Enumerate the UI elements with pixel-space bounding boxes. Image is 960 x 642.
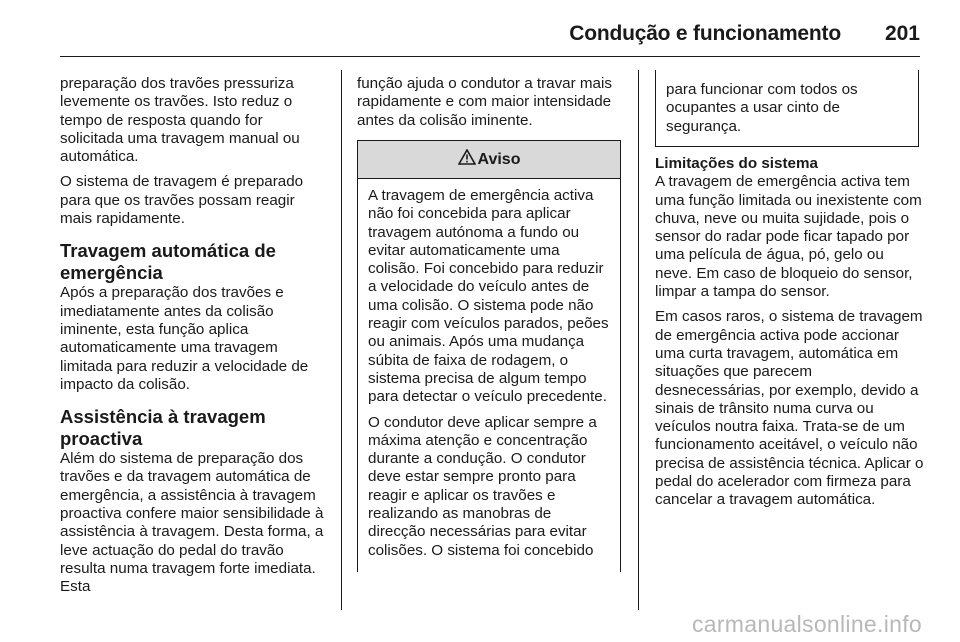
warning-continuation-box	[655, 70, 919, 147]
proactive-assist-text: Além do sistema de preparação dos travões e da travagem automática de emergência, a assistência à travagem proactiva confere maior sensibilidade à assistência à travagem. Desta forma, a leve actuação do pedal do travão resulta numa travagem forte imediata. Esta	[60, 450, 324, 596]
page-header	[60, 14, 920, 54]
header-rule	[60, 56, 920, 57]
limitations-paragraph-1: A travagem de emergência activa tem uma função limitada ou inexistente com chuva, neve ou muita sujidade, pois o sensor do radar pode ficar tapado por uma película de água, pó, gelo ou neve. Em caso de bloqueio do sensor, limpar a tampa do sensor.	[655, 173, 922, 301]
intro-paragraph-2: O sistema de travagem é preparado para que os travões possam reagir mais rapidamente.	[60, 173, 304, 228]
column-1	[60, 75, 330, 604]
warning-paragraph-2: O condutor deve aplicar sempre a máxima atenção e concentração durante a condução. O condutor deve estar sempre pronto para reagir e aplicar os travões e realizando as manobras de direcção necessárias para evitar colisões. O sistema foi concebido	[368, 413, 597, 559]
emergency-braking-text: Após a preparação dos travões e imediatamente antes da colisão iminente, esta função aplica automaticamente uma travagem limitada para reduzir a velocidade de impacto da colisão.	[60, 284, 309, 393]
warning-paragraph-1: A travagem de emergência activa não foi concebida para aplicar travagem autónoma a fundo ou evitar automaticamente uma colisão. Foi concebido para reduzir a velocidade do veículo antes de uma colisão. O sistema pode não reagir com veículos parados, peões ou animais. Após uma mudança súbita de faixa de rodagem, o sistema precisa de algum tempo para detectar o veículo precedente.	[368, 187, 609, 406]
page-number: 201	[884, 22, 920, 45]
column-2-intro	[357, 75, 626, 137]
warning-body	[358, 179, 620, 560]
heading-proactive-assist: Assistência à travagem proactiva	[60, 406, 266, 450]
column-3	[655, 155, 925, 517]
warning-box	[357, 140, 621, 572]
warning-continuation-text: para funcionar com todos os ocupantes a usar cinto de segurança.	[666, 81, 858, 135]
warning-triangle-icon	[458, 149, 476, 170]
page-title: Condução e funcionamento	[569, 22, 841, 45]
watermark: carmanualsonline.info	[691, 611, 922, 637]
intro-paragraph-1: preparação dos travões pressuriza levemente os travões. Isto reduz o tempo de resposta quando for solicitada uma travagem manual ou automática.	[60, 75, 300, 166]
warning-header	[358, 141, 620, 179]
heading-system-limitations: Limitações do sistema	[655, 155, 818, 172]
column-divider-1	[341, 70, 342, 610]
limitations-paragraph-2: Em casos raros, o sistema de travagem de emergência activa pode accionar uma curta travagem, automática em situações que parecem desnecessárias, por exemplo, devido a sinais de trânsito numa curva ou veículos noutra faixa. Trata-se de um funcionamento aceitável, o veículo não precisa de assistência técnica. Aplicar o pedal do acelerador com firmeza para cancelar a travagem automática.	[655, 308, 924, 509]
heading-emergency-braking: Travagem automática de emergência	[60, 240, 276, 284]
column-2-text: função ajuda o condutor a travar mais rapidamente e com maior intensidade antes da colisão iminente.	[357, 75, 612, 129]
column-divider-2	[638, 70, 639, 610]
warning-title: Aviso	[477, 150, 521, 168]
